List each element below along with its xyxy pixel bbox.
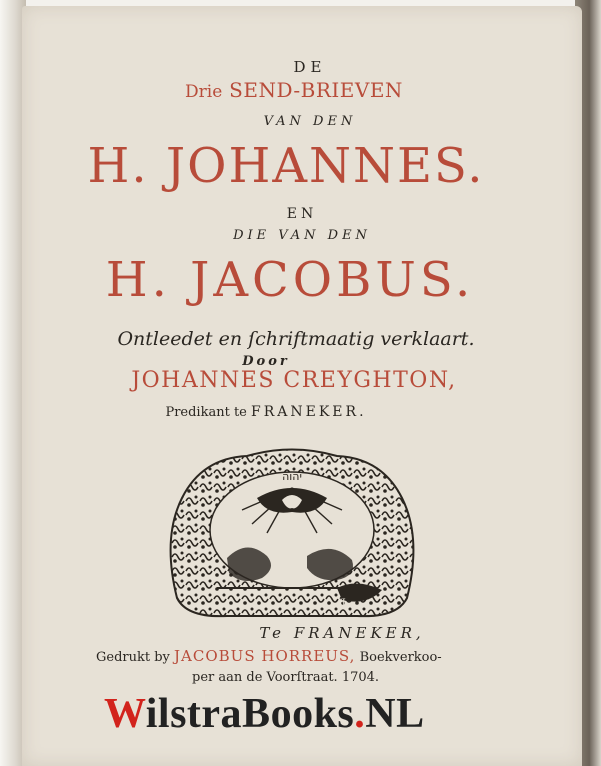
- watermark-nl: NL: [365, 691, 425, 737]
- imprint-gedrukt: Gedrukt by: [96, 650, 170, 665]
- title-line-jacobus: H. JACOBUS.: [105, 252, 475, 308]
- svg-text:H: H: [337, 598, 346, 609]
- wilstrabooks-watermark: [104, 690, 425, 738]
- imprint: [96, 646, 516, 688]
- title-word-drie: Drie: [185, 82, 223, 102]
- author-name: JOHANNES CREYGHTON,: [131, 368, 457, 393]
- imprint-publisher: JACOBUS HORREUS,: [174, 647, 356, 665]
- imprint-place: Te FRANEKER,: [259, 624, 425, 642]
- title-page: [22, 6, 582, 766]
- watermark-ilstrabooks: ilstraBooks: [145, 691, 355, 737]
- title-line-en: EN: [286, 206, 318, 222]
- imprint-line-2: [96, 668, 516, 688]
- imprint-line-1: [96, 646, 516, 668]
- watermark-dot: .: [354, 691, 366, 737]
- title-line-die-van-den: DIE VAN DEN: [233, 228, 371, 243]
- title-line-de: DE: [293, 58, 327, 76]
- title-line-ontleedet: Ontleedet en ſchriftmaatig verklaart.: [117, 328, 475, 350]
- title-line-johannes: H. JOHANNES.: [87, 138, 485, 194]
- vignette-hebrew-text: יהוה: [282, 470, 302, 483]
- predikant-text: Predikant te: [165, 405, 247, 420]
- title-line-door: Door: [242, 354, 290, 369]
- imprint-address: per aan de Voorſtraat.: [192, 670, 338, 685]
- watermark-w: W: [104, 691, 146, 737]
- predikant-place: FRANEKER.: [251, 404, 367, 420]
- title-word-send-brieven: SEND-BRIEVEN: [229, 78, 403, 102]
- title-line-send-brieven: [14, 78, 574, 102]
- imprint-role: Boekverkoo-: [359, 650, 442, 665]
- author-title: [0, 404, 546, 420]
- printers-vignette-image: [157, 438, 427, 622]
- title-line-van-den: VAN DEN: [263, 114, 357, 129]
- imprint-year: 1704.: [341, 670, 380, 685]
